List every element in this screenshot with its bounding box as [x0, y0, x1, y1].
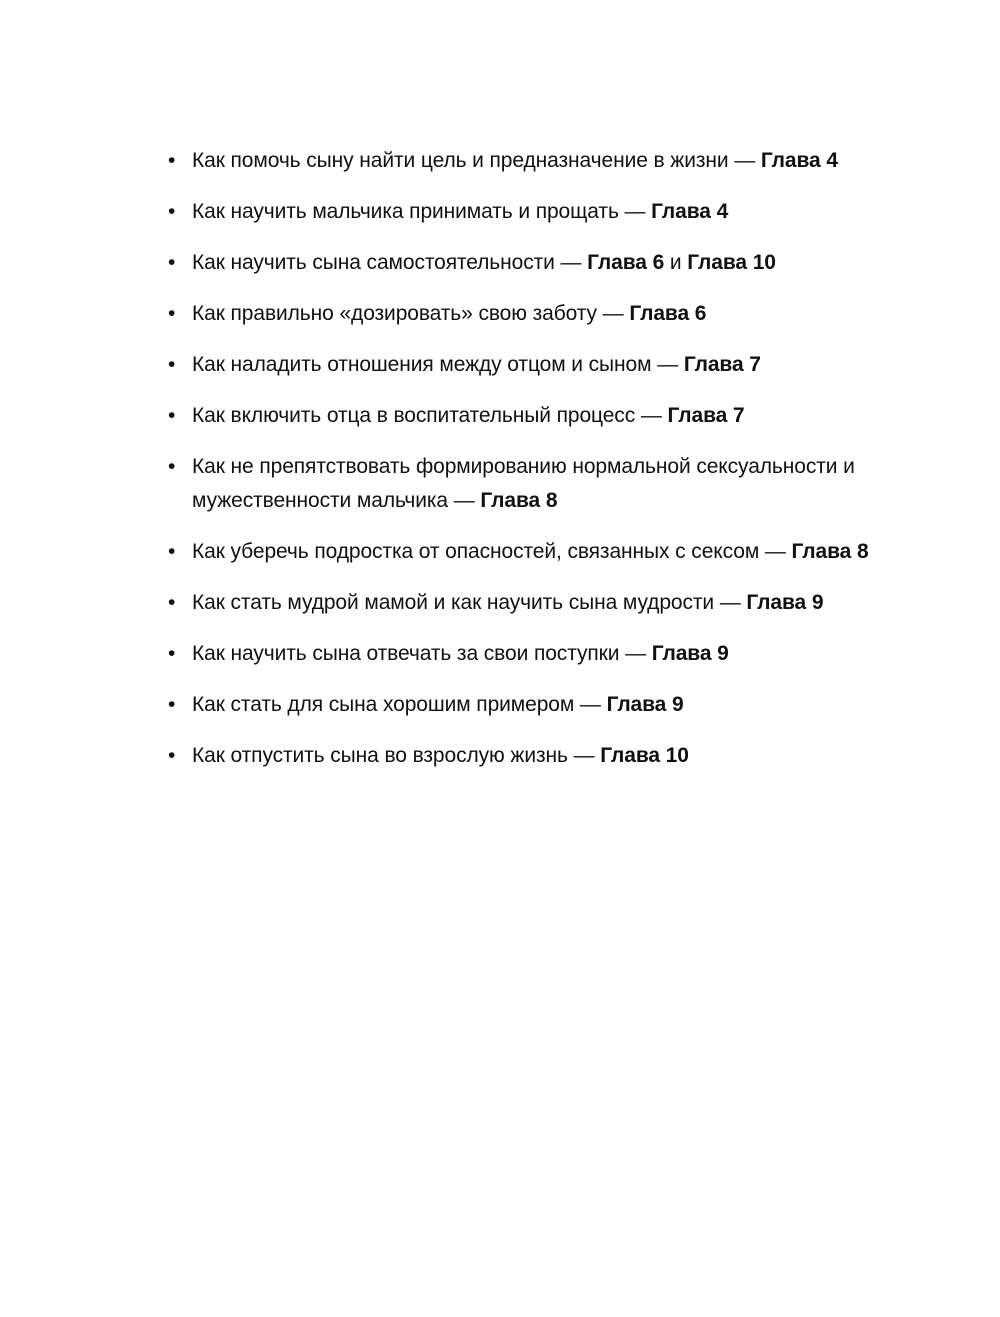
- item-text: Как научить сына отвечать за свои поступки —: [192, 642, 652, 665]
- item-text: Как научить сына самостоятельности —: [192, 251, 588, 274]
- item-text: Как стать мудрой мамой и как научить сына мудрости —: [192, 591, 747, 614]
- item-text: Как уберечь подростка от опасностей, связанных с сексом —: [192, 540, 792, 563]
- bullet-icon: •: [168, 693, 176, 716]
- chapter-ref: Глава 4: [651, 200, 729, 223]
- list-item: [166, 246, 906, 280]
- chapter-ref: Глава 6: [629, 302, 707, 325]
- item-text: Как научить мальчика принимать и прощать —: [192, 200, 652, 223]
- bullet-icon: •: [168, 404, 176, 427]
- chapter-ref: Глава 7: [667, 404, 745, 427]
- bullet-icon: •: [168, 642, 176, 665]
- topic-list: [166, 144, 906, 790]
- item-text: Как стать для сына хорошим примером —: [192, 693, 607, 716]
- chapter-ref: Глава 9: [606, 693, 684, 716]
- list-item: [166, 450, 906, 518]
- list-item: [166, 586, 906, 620]
- list-item: [166, 195, 906, 229]
- chapter-ref: Глава 9: [651, 642, 729, 665]
- list-item: [166, 739, 906, 773]
- chapter-ref: Глава 8: [480, 489, 558, 512]
- bullet-icon: •: [168, 455, 176, 478]
- list-item: [166, 297, 906, 331]
- list-item: [166, 637, 906, 671]
- list-item: [166, 535, 906, 569]
- item-text: Как включить отца в воспитательный процесс —: [192, 404, 668, 427]
- chapter-ref: Глава 8: [791, 540, 869, 563]
- bullet-icon: •: [168, 540, 176, 563]
- conjunction: и: [664, 251, 688, 274]
- chapter-ref: Глава 7: [683, 353, 761, 376]
- bullet-icon: •: [168, 251, 176, 274]
- list-item: [166, 399, 906, 433]
- bullet-icon: •: [168, 200, 176, 223]
- bullet-icon: •: [168, 353, 176, 376]
- item-text: Как правильно «дозировать» свою заботу —: [192, 302, 630, 325]
- bullet-icon: •: [168, 302, 176, 325]
- chapter-ref-second: Глава 10: [687, 251, 776, 274]
- item-text: Как наладить отношения между отцом и сыном —: [192, 353, 684, 376]
- item-text: Как не препятствовать формированию нормальной сексуальности и мужественности мальчика —: [192, 455, 855, 512]
- item-text: Как помочь сыну найти цель и предназначение в жизни —: [192, 149, 761, 172]
- list-item: [166, 688, 906, 722]
- bullet-icon: •: [168, 744, 176, 767]
- chapter-ref: Глава 10: [600, 744, 689, 767]
- bullet-icon: •: [168, 591, 176, 614]
- item-text: Как отпустить сына во взрослую жизнь —: [192, 744, 601, 767]
- chapter-ref: Глава 4: [760, 149, 838, 172]
- list-item: [166, 144, 906, 178]
- list-item: [166, 348, 906, 382]
- bullet-icon: •: [168, 149, 176, 172]
- chapter-ref: Глава 6: [587, 251, 665, 274]
- chapter-ref: Глава 9: [746, 591, 824, 614]
